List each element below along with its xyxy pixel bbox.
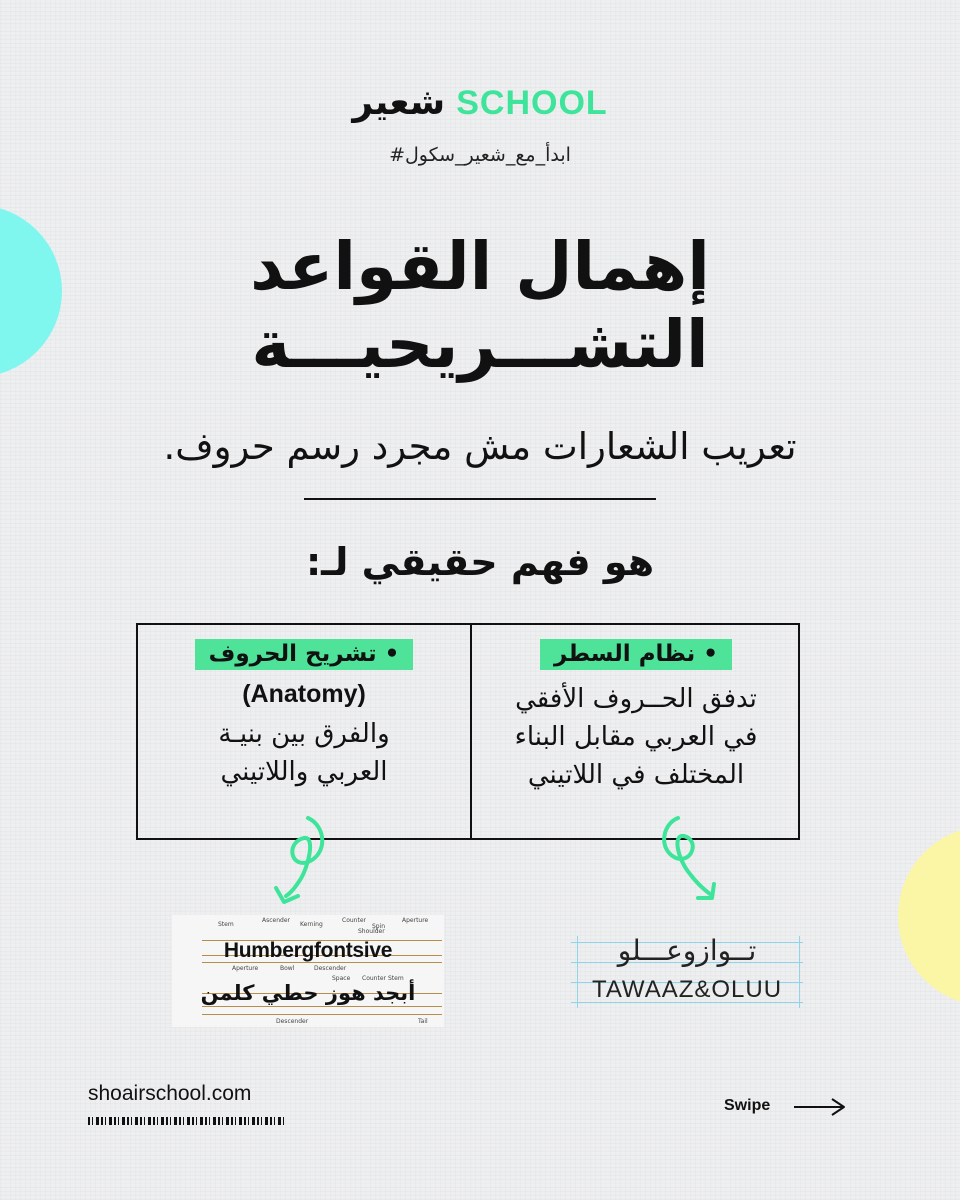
lead-text: هو فهم حقيقي لـ: [305,540,655,584]
baseline-desc-line: تدفق الحــروف الأفقي [515,684,757,714]
anatomy-label: Bowl [280,965,295,972]
swipe-label[interactable]: Swipe [724,1097,771,1114]
brand-logo [0,82,960,123]
anatomy-label: Tail [418,1018,428,1025]
baseline-desc-line: المختلف في اللاتيني [527,760,745,790]
box-divider [470,625,472,838]
curly-arrow-down-icon [644,812,734,912]
anatomy-label: Stem [388,975,404,982]
anatomy-desc-line: العربي واللاتيني [220,757,388,787]
sample-latin-wordmark: TAWAAZ&OLUU [591,976,783,1003]
anatomy-label: Space [332,975,351,982]
baseline-column [476,639,796,794]
website-link[interactable]: shoairschool.com [88,1082,252,1105]
baseline-description [476,680,796,794]
anatomy-latin-sample: Humbergfontsive [223,939,393,962]
subtitle: تعريب الشعارات مش مجرد رسم حروف. [163,425,797,468]
title-line-2: التشـــريحيـــة [251,306,709,383]
anatomy-desc-line: والفرق بين بنيـة [218,719,390,749]
anatomy-description [144,715,464,791]
sample-arabic-wordmark: تــوازوعـــلو [617,934,757,967]
anatomy-arabic-sample: أبجد هوز حطي كلمن [200,981,416,1005]
baseline-tag: • نظام السطر [540,639,732,670]
anatomy-label: Counter [362,975,386,982]
anatomy-label: Ascender [262,917,290,924]
anatomy-english-label: (Anatomy) [242,680,366,708]
anatomy-label: Descender [314,965,347,972]
anatomy-label: Aperture [232,965,259,972]
guide-line [202,1006,442,1007]
decor-yellow-circle [898,826,960,1006]
title-line-1: إهمال القواعد [250,228,710,305]
anatomy-label: Aperture [402,917,429,924]
guide-line [202,1014,442,1015]
comparison-box [136,623,800,840]
anatomy-illustration [172,915,444,1027]
anatomy-tag: • تشريح الحروف [195,639,414,670]
anatomy-column [144,639,464,791]
anatomy-label: Counter [342,917,366,924]
brand-hashtag: #ابدأ_مع_شعير_سكول [389,144,571,166]
anatomy-label: Kerning [300,921,323,928]
divider [304,498,656,500]
brand-logo-arabic: شعير [352,82,446,123]
barcode-decoration [88,1117,284,1125]
baseline-desc-line: في العربي مقابل البناء [514,722,758,752]
curly-arrow-down-icon [262,812,342,912]
anatomy-label: Stem [218,921,234,928]
brand-logo-english: SCHOOL [456,84,608,122]
anatomy-label: Descender [276,1018,309,1025]
baseline-illustration [563,930,811,1008]
arrow-right-icon[interactable] [792,1096,848,1118]
anatomy-label: Shoulder [358,928,385,935]
anatomy-label: Spin [372,923,386,930]
page-title [0,228,960,384]
